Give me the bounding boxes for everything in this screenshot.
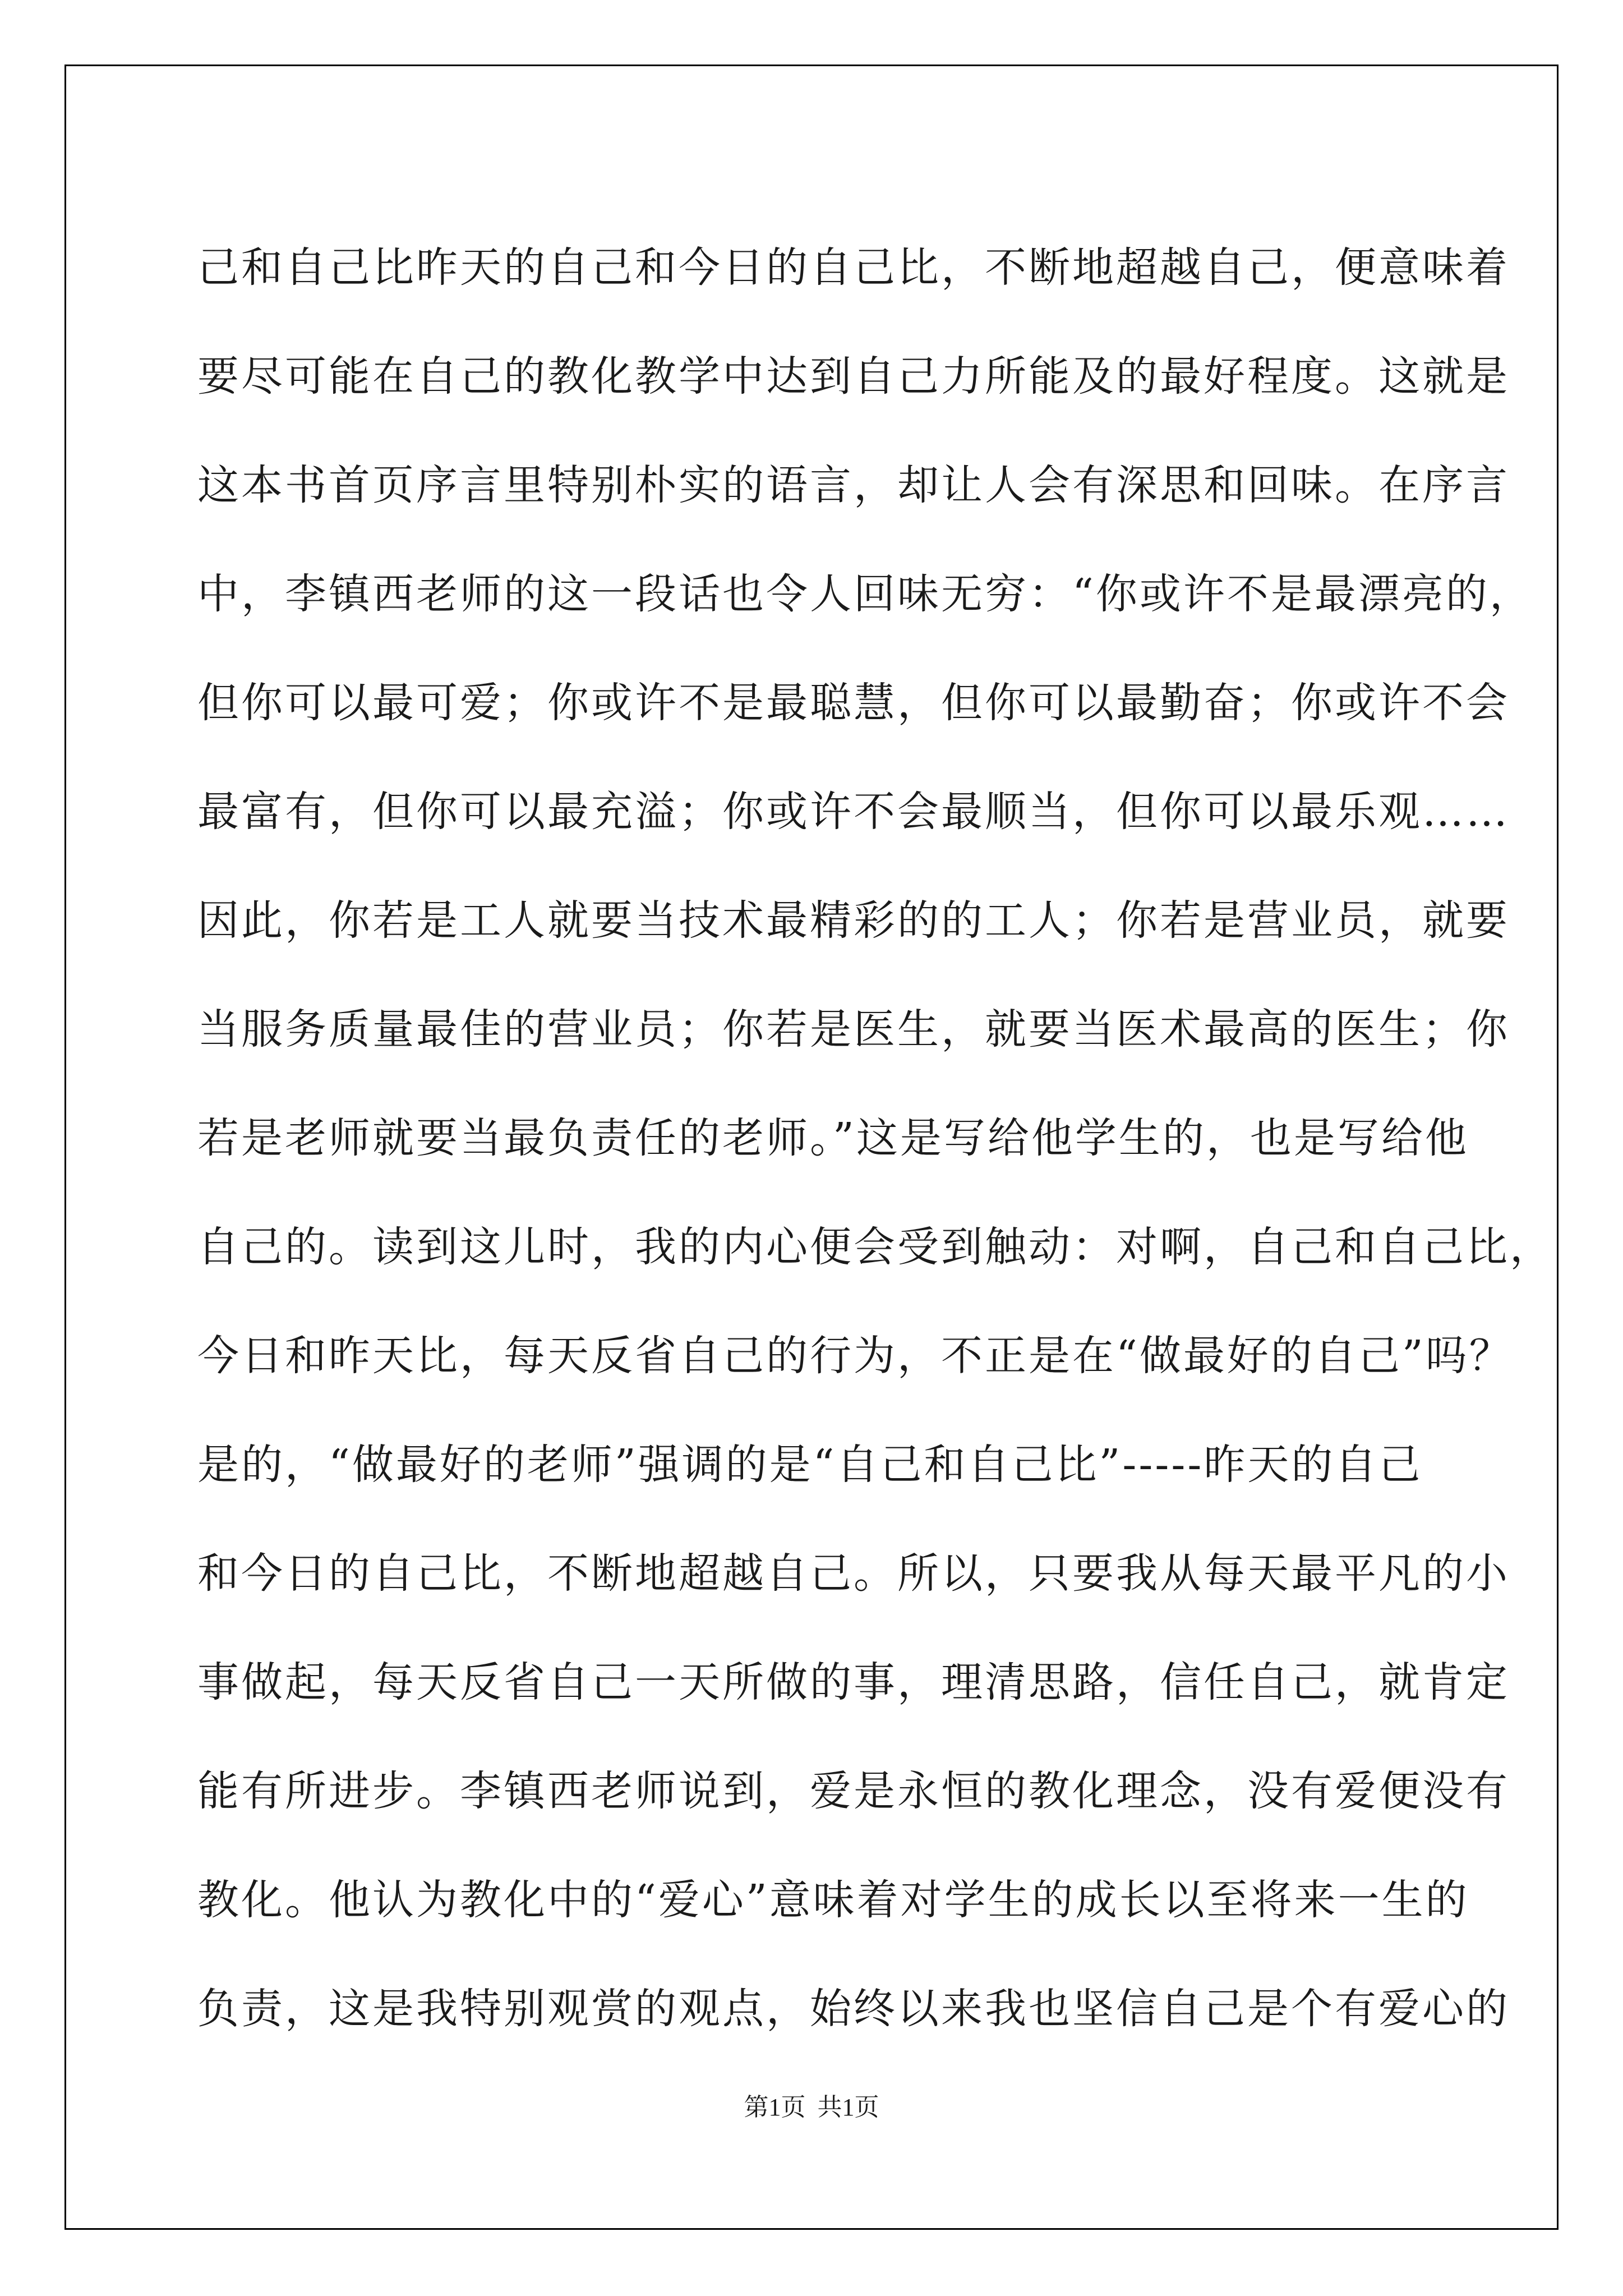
text-line: 负责，这是我特别观赏的观点，始终以来我也坚信自己是个有爱心的 [197,1985,1510,2033]
text-line: 和今日的自己比，不断地超越自己。所以，只要我从每天最平凡的小 [197,1549,1510,1598]
text-line: 因此，你若是工人就要当技术最精彩的的工人；你若是营业员，就要 [197,896,1510,945]
text-line: 中，李镇西老师的这一段话也令人回味无穷：“你或许不是最漂亮的， [197,570,1533,618]
text-line: 事做起，每天反省自己一天所做的事，理清思路，信任自己，就肯定 [197,1658,1510,1706]
text-line: 当服务质量最佳的营业员；你若是医生，就要当医术最高的医生；你 [197,1005,1510,1053]
text-line: 最富有，但你可以最充溢；你或许不会最顺当，但你可以最乐观…… [197,788,1510,836]
text-line: 是的，“做最好的老师”强调的是“自己和自己比”-----昨天的自己 [197,1441,1423,1489]
page-footer: 第1页 共1页 [744,2093,879,2121]
text-line: 这本书首页序言里特别朴实的语言，却让人会有深思和回味。在序言 [197,461,1510,509]
text-line: 教化。他认为教化中的“爱心”意味着对学生的成长以至将来一生的 [197,1876,1469,1924]
text-line: 但你可以最可爱；你或许不是最聪慧，但你可以最勤奋；你或许不会 [197,679,1510,727]
text-line: 己和自己比昨天的自己和今日的自己比，不断地超越自己，便意味着 [197,243,1510,292]
text-line: 今日和昨天比，每天反省自己的行为，不正是在“做最好的自己”吗？ [197,1332,1513,1380]
text-line: 若是老师就要当最负责任的老师。”这是写给他学生的，也是写给他 [197,1114,1469,1162]
text-line: 能有所进步。李镇西老师说到，爱是永恒的教化理念，没有爱便没有 [197,1767,1510,1815]
text-line: 自己的。读到这儿时，我的内心便会受到触动：对啊，自己和自己比， [197,1223,1553,1271]
text-line: 要尽可能在自己的教化教学中达到自己力所能及的最好程度。这就是 [197,352,1510,401]
document-body [197,213,1553,2063]
